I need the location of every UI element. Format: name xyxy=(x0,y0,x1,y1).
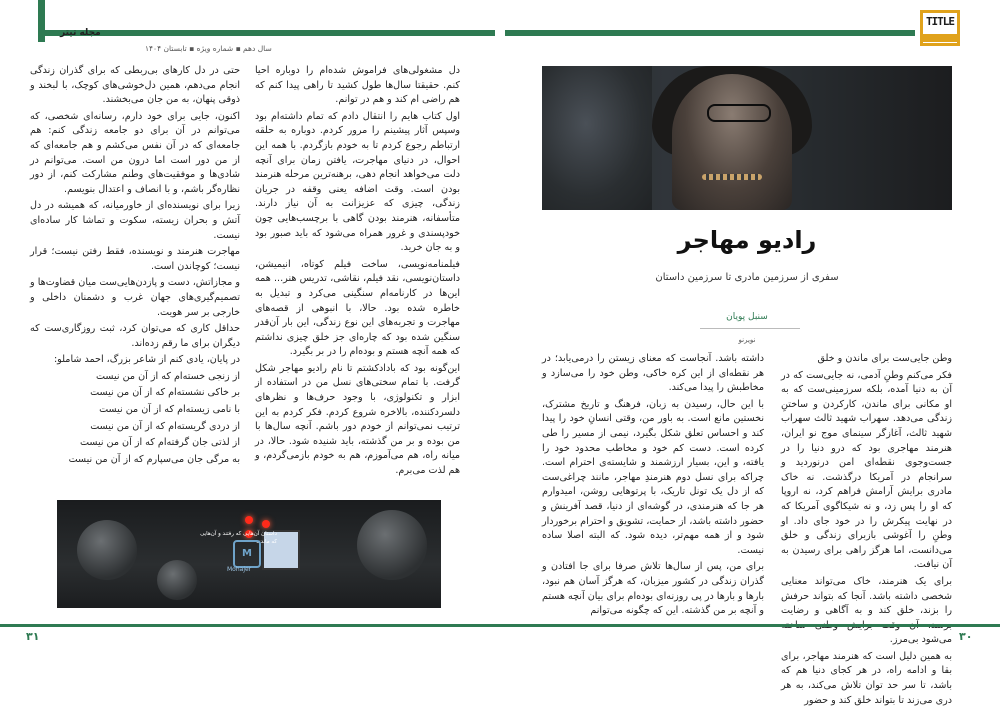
right-page-column-1 xyxy=(781,352,952,706)
article-subtitle: سفری از سرزمین مادری تا سرزمین داستان xyxy=(655,272,839,283)
poem-line: از لذتی جان گرفته‌ام که از آن من نیست xyxy=(79,437,240,449)
glasses-shape xyxy=(707,104,771,122)
led-light xyxy=(245,516,253,524)
paragraph: به همین دلیل است که هنرمند مهاجر، برای بقا و ادامه راه، در هر کجای دنیا هم که باشد، تا سر حد توان تلاش می‌کند، به هر دری می‌زند تا بتواند خلق کند و حضور xyxy=(781,650,952,706)
paragraph: زیرا برای نویسنده‌ای از خاورمیانه، که همیشه در دل آتش و بحران زیسته، سکوت و تماشا کار ساده‌ای نیست. xyxy=(30,200,240,241)
issue-info: سال دهم ▪ شماره ویژه ▪ تابستان ۱۴۰۴ xyxy=(145,44,272,53)
paragraph: حتی در دل کارهای بی‌ربطی که برای گذران زندگی انجام می‌دهم، همین دل‌خوشی‌های کوچک، با لبخند و ذوقی پنهان، به من جان می‌بخشند. xyxy=(30,65,240,106)
article-author: سنبل پویان xyxy=(726,312,768,322)
magazine-name: مجله تیتر xyxy=(60,28,101,38)
poem-line: به مرگی جان می‌سپارم که از آن من نیست xyxy=(68,453,240,465)
paragraph: برای یک هنرمند، خاک می‌تواند معنایی شخصی داشته باشد. آنجا که بتواند حرفش را بزند، خلق کند و به آگاهی و رضایت می‌شود بی‌مرز. xyxy=(781,575,952,646)
left-page-column-2 xyxy=(30,64,240,484)
paragraph: فیلمنامه‌نویسی، ساخت فیلم کوتاه، انیمیشن، داستان‌نویسی، نقد فیلم، نقاشی، تدریس هنر... همه این‌ها در کارنامه‌ام سنگینی می‌کرد و تبدیل به خاطره شده بود. حالا، با انبوهی از قصه‌های مهاجرت و تجربه‌های این نوع زندگی، این بار آن‌قدر سنگین شده بود که چاره‌ای جز خلق چیزی نداشتم که همه آنچه هستم و بوده‌ام را در بر بگیرد. xyxy=(255,258,460,358)
author-role: نویرنو xyxy=(738,336,756,344)
poem-line: بر خاکی نشسته‌ام که از آن من نیست xyxy=(90,387,240,399)
knob-shape xyxy=(77,520,137,580)
header-rule-left xyxy=(45,30,495,36)
knob-shape xyxy=(157,560,197,600)
person-figure xyxy=(672,74,792,210)
paragraph: وطن جایی‌ست برای ماندن و خلق xyxy=(817,353,952,364)
paragraph: داشته باشد. آنجاست که معنای زیستن را درمی‌یابد؛ در هر نقطه‌ای از این کره خاکی، وطن خود را می‌سازد و مخاطبش را پیدا می‌کند. xyxy=(542,353,764,394)
hero-image xyxy=(542,66,952,210)
radio-equipment-photo xyxy=(57,500,441,608)
left-page-column-1 xyxy=(255,64,460,484)
footer-rule-right xyxy=(500,624,1000,627)
poem-line: از زنجی خسته‌ام که از آن من نیست xyxy=(96,370,240,382)
header-accent-bar xyxy=(38,0,45,42)
poem-line: با نامی زیسته‌ام که از آن من نیست xyxy=(99,404,240,416)
right-page-column-2 xyxy=(542,352,764,622)
article-title: رادیو مهاجر xyxy=(677,226,817,254)
paragraph: برای من، پس از سال‌ها تلاش صرفا برای جا افتادن و گذران زندگی در کشور میزبان، که هرگز آسان هم نبود، بارها و بارها در پی روزنه‌ای بوده‌ام برای بیان آنچه هستم و آنچه بر من گذشته. این که چگونه می‌توانم xyxy=(542,561,764,617)
author-divider xyxy=(700,328,800,329)
paragraph: با این حال، رسیدن به زبان، فرهنگ و تاریخ مشترک، نخستین مانع است. به باور من، وقتی انسانِ خود را پیدا کند و احساس تعلق شکل بگیرد، نیمی از مسیر را طی کرده است. دست کم خود و مخاطب محدود خود را یافته، و این، بسیار ارزشمند و شایسته‌ی احترام است. چراکه برای نسل دوم هنرمندِ مهاجر، مانند چراغی‌ست که از دل یک تونل تاریک، با پرتوهایی روشن، امیدوارم هر جا که هنرمندی، در گوشه‌ای از دنیا، قصد آفرینش و حضور داشته باشد، از حمایت، تشویق و احترام برخوردار شود و از همه مهم‌تر، دیده شود. که البته اصلا ساده نیست. xyxy=(542,398,764,556)
page-number-right: ۳۰ xyxy=(955,630,976,643)
logo-text: TITLE xyxy=(925,15,955,28)
logo-band xyxy=(923,34,957,42)
paragraph: مهاجرت هنرمند و نویسنده، فقط رفتن نیست؛ قرار نیست؛ کوچاندن است. xyxy=(30,246,240,272)
necklace-shape xyxy=(702,174,762,180)
led-light xyxy=(262,520,270,528)
magazine-logo xyxy=(920,10,960,46)
paragraph: اکنون، جایی برای خود دارم، رسانه‌ای شخصی، که می‌توانم در آن برای دو جامعه زندگی کنم: هم جامعه‌ای که در آن نفس می‌کشم و هم جامعه‌ای که از من دور است اما درون من است. می‌توانم در شادی‌ها و موفقیت‌های وطنم مشارکت کنم، از دور نظاره‌گر باشم، و با انصاف و اعتدال بنویسم. xyxy=(30,110,240,195)
microphone-shape xyxy=(542,66,652,210)
footer-rule-left xyxy=(0,624,500,627)
photo-brand: Mohajer xyxy=(227,566,252,573)
header-rule-right xyxy=(505,30,915,36)
mohajer-logo-icon: M xyxy=(233,540,261,568)
poem-line: از دردی گریسته‌ام که از آن من نیست xyxy=(90,420,240,432)
paragraph: این‌گونه بود که بادادکشتم تا نام رادیو مهاجر شکل گرفت. با تمام سختی‌های نسل من در استفاده از ابزار و تکنولوژی، با وجود حرف‌ها و نظرهای دلسردکننده، بالاخره شروع کردم. فکر کردم به این ترتیب نمی‌توانم از خودم دور باشم. آنچه سال‌ها با من بوده و بر من گذشته، باید شنیده شود. حالا، در میانه راه، هم می‌آموزم، هم به خودم بازمی‌گردم، و هم لذت می‌برم. xyxy=(255,362,460,477)
paragraph: فکر می‌کنم وطنِ آدمی، نه جایی‌ست که در آن به دنیا آمده، بلکه سرزمینی‌ست که به او مکانی برای ماندن، کارکردن و ساختنِ زندگی می‌دهد. سهراب شهید ثالث سهراب شهید ثالث، آغازگر سینمای موج نو ایران، هنرمند مهاجری بود که درو دنیا را در جست‌وجوی نقطه‌ای امن درنوردید و سرانجام در آمریکا درگذشت. نه خاک مادری برایش آرامش فراهم کرد، نه اروپا که او را پس زد، و نه شیکاگوی آمریکا که در نهایت پیکرش را در خود جای داد. او وطنِ را آغوشی بازبرای زندگی و خلق می‌دانست، اما هرگز راهی برای رسیدن به آن نیافت. xyxy=(781,369,952,571)
paragraph: دل مشغولی‌های فراموش شده‌ام را دوباره احیا کنم. حقیقتا سال‌ها طول کشید تا راهی پیدا کنم که هم راضی ام کند و هم در توانم. xyxy=(255,65,460,106)
paragraph: اول کتاب هایم را انتقال دادم که تمام داشته‌ام بود وسپس آثار پیشینم را مرور کردم. دوباره به حلقه ارتباطم رجوع کردم تا به خودم بازگردم. با همه این احوال، در دنیای مهاجرت، یافتن زمان برای آنچه دلت می‌خواهد انجام دهی، برهنه‌ترین مرحله هنرمند بودن است. وقت اضافه یعنی وقفه در جریان زندگی، چیزی که عزیزانت به آن نیاز دارند. متأسفانه، هنرمند بودن گاهی با برچسب‌هایی چون خودپسندی و غرور همراه می‌شود که باید صبور بود و به جان خرید. xyxy=(255,110,460,254)
knob-shape xyxy=(357,510,427,580)
paragraph: و مجازاتش، دست و پازدن‌هایی‌ست میان قضاوت‌ها و تصمیم‌گیری‌های جهان غرب و دشمنان داخلی و خارجی بر سر هویت. xyxy=(30,277,240,318)
poem-intro: در پایان، یادی کنم از شاعر بزرگ، احمد شاملو: xyxy=(53,354,240,366)
photo-caption: داستان آن‌هایی که رفتند و آن‌هایی که ماندند xyxy=(200,531,277,545)
page-number-left: ۳۱ xyxy=(22,630,43,643)
paragraph: حداقل کاری که می‌توان کرد، ثبت روزگاری‌ست که دیگران برای ما رقم زده‌اند. xyxy=(30,323,240,349)
